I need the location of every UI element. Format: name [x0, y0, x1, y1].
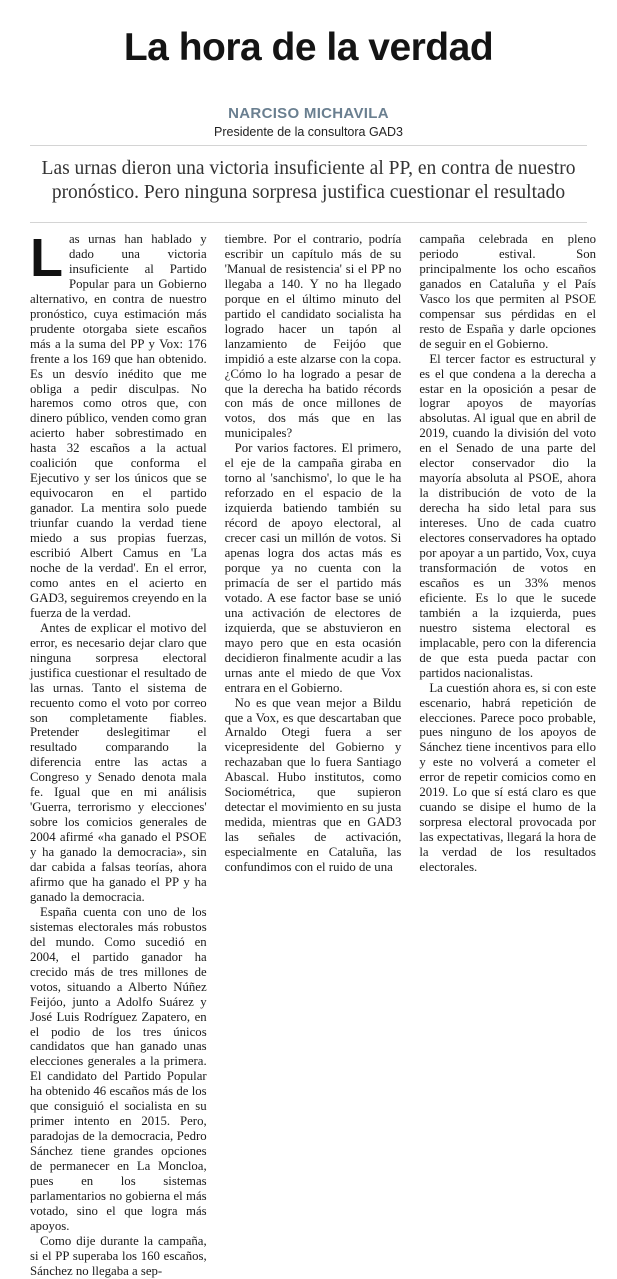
divider-bottom [30, 222, 587, 223]
column-2 [225, 232, 402, 1194]
paragraph: Antes de explicar el motivo del error, es necesario dejar claro que ninguna sorpresa electoral justifica cuestionar el resultado de las urnas. Tanto el sistema de recuento como el voto por correo son completamente fiables. Pretender deslegitimar el resultado comparando la diferencia entre las actas a Congreso y Senado denota mala fe. Igual que en mi análisis 'Guerra, terrorismo y elecciones' sobre los comicios generales de 2004 afirmé «ha ganado el PSOE y ha ganado la democracia», sin dar cabida a falsas teorías, ahora afirmo que ha ganado el PP y ha ganado la democracia. [30, 620, 207, 904]
column-1 [30, 228, 207, 1278]
paragraph: Como dije durante la campaña, si el PP superaba los 160 escaños, Sánchez no llegaba a sep- [30, 1233, 207, 1278]
paragraph: El tercer factor es estructural y es el que condena a la derecha a estar en la oposición a pesar de lograr apoyos de mayorías absolutas. Al igual que en abril de 2019, cuando la división del voto en el Senado de una parte del elector conservador dio la mayoría absoluta al PSOE, ahora la distribución de voto de la derecha ha sido letal para sus intereses. Uno de cada cuatro electores conservadores ha optado por apoyar a un partido, Vox, cuya transformación de votos en escaños es un 33% menos eficiente. Es lo que le sucede también a la izquierda, pues nuestro sistema electoral es implacable, pero con la diferencia de que esta pueda pactar con partidos nacionalistas. [419, 351, 597, 680]
paragraph: España cuenta con uno de los sistemas electorales más robustos del mundo. Como sucedió en 2004, el partido ganador ha crecido más de tres millones de votos, situando a Alberto Núñez Feijóo, junto a Adolfo Suárez y José Luis Rodríguez Zapatero, en el podio de los tres únicos candidatos que han ganado unas elecciones generales a la primera. El candidato del Partido Popular ha obtenido 46 escaños más de los que consiguió el socialista en su primer intento en 2015. Pero, paradojas de la democracia, Pedro Sánchez tiene grandes opciones de permanecer en La Moncloa, pues en los sistemas parlamentarios no gobierna el más votado, sino el que logra más apoyos. [30, 904, 207, 1233]
author-role: Presidente de la consultora GAD3 [214, 125, 403, 139]
body-columns [30, 228, 597, 1278]
author-name: NARCISO MICHAVILA [228, 105, 389, 122]
paragraph: tiembre. Por el contrario, podría escribir un capítulo más de su 'Manual de resistencia' si el PP no llegaba a 140. Y no ha llegado porque en el último minuto del partido el candidato socialista ha logrado hacer un tapón al lanzamiento de Feijóo que impidió a este alzarse con la copa. ¿Cómo lo ha logrado a pesar de que la derecha ha batido récords con más de once millones de votos, dos más que en las municipales? [224, 232, 402, 441]
paragraph: La cuestión ahora es, si con este escenario, habrá repetición de elecciones. Parece poco probable, pues ninguno de los apoyos de Sánchez tiene incentivos para ello y este no volverá a cometer el error de repetir comicios como en 2019. Lo que sí está claro es que cuando se disipe el humo de la sorpresa electoral provocada por las expectativas, llegará la hora de la verdad de los resultados electorales. [419, 680, 597, 875]
column-3 [419, 232, 596, 1194]
paragraph: No es que vean mejor a Bildu que a Vox, es que descartaban que Arnaldo Otegi fuera a ser vicepresidente del Gobierno y rechazaban que lo fuera Santiago Abascal. Hubo institutos, como Sociométrica, que supieron detectar el movimiento en su justa medida, mientras que en GAD3 las señales de activación, especialmente en Cataluña, las confundimos con el ruido de una [224, 695, 402, 875]
drop-cap: L [30, 228, 63, 288]
paragraph [30, 228, 207, 621]
paragraph: campaña celebrada en pleno periodo estival. Son principalmente los ocho escaños ganados en Cataluña y el País Vasco los que permiten al PSOE compensar sus pérdidas en el resto de España y darle opciones de seguir en el Gobierno. [419, 232, 597, 351]
byline [0, 105, 617, 139]
paragraph: Por varios factores. El primero, el eje de la campaña giraba en torno al 'sanchismo', lo que le ha reforzado en el espacio de la izquierda batiendo también su récord de apoyo electoral, al crecer casi un millón de votos. Si apenas logra dos actas más es porque ya no cuenta con la primacía de ser el partido más votado. A ese factor base se unió una activación de electores de izquierda, que se abstuvieron en mayo pero que en esta ocasión decidieron finalmente acudir a las urnas ante el miedo de que Vox entrara en el Gobierno. [224, 441, 402, 695]
paragraph-text: as urnas han hablado y dado una victoria insuficiente al Partido Popular para un Gobierno alternativo, en contra de nuestro pronóstico, cuya estimación más prudente otorgaba siete escaños más a la suma del PP y Vox: 176 frente a los 169 que han obtenido. Es un desvío inédito que me obliga a pedir disculpas. No haremos como otros que, con dinero público, venden como gran acierto haber sobrestimado en hasta 32 escaños a la actual coalición que conforma el Ejecutivo y ser los únicos que se equivocaron en el partido ganador. La mentira solo puede triunfar cuando la verdad tiene miedo a sus propias fuerzas, escribió Albert Camus en 'La noche de la verdad'. En el error, como antes en el acierto en GAD3, seguiremos creyendo en la fuerza de la verdad. [30, 232, 207, 620]
divider-top [30, 145, 587, 146]
headline: La hora de la verdad [123, 26, 494, 69]
standfirst: Las urnas dieron una victoria insuficiente al PP, en contra de nuestro pronóstico. Pero ninguna sorpresa justifica cuestionar el resultado [41, 158, 576, 203]
